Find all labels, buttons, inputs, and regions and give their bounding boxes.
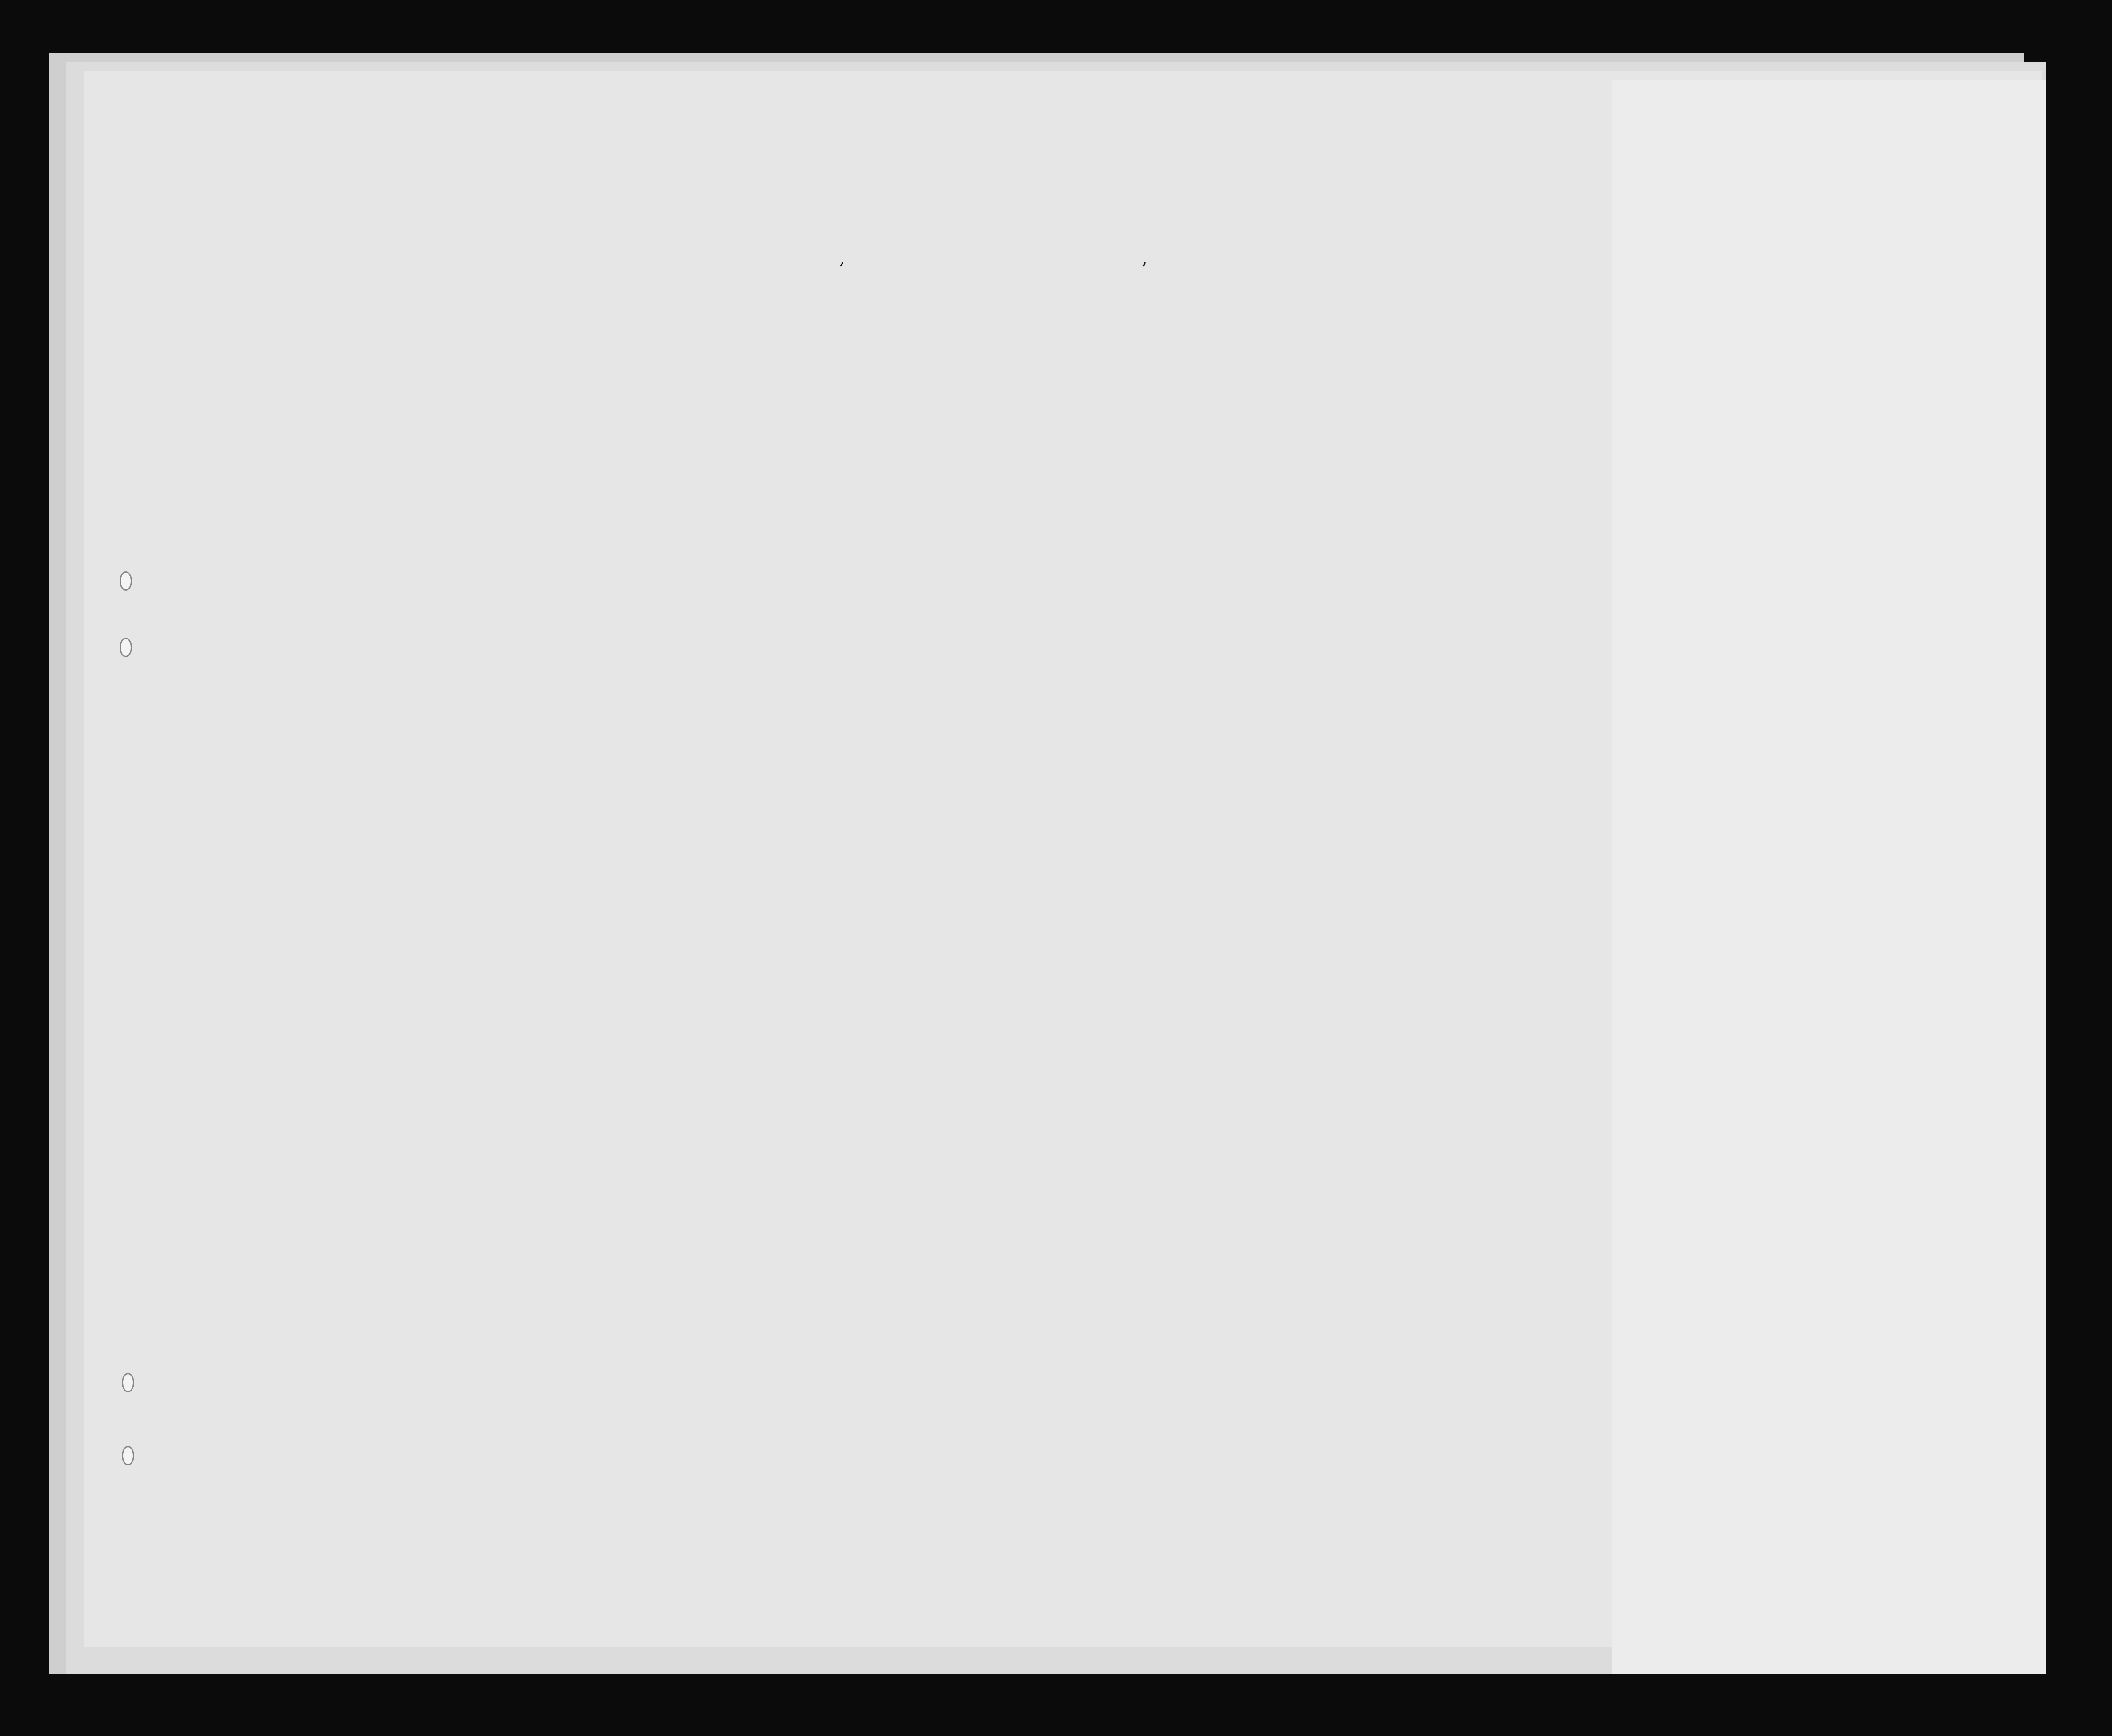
punch-hole [122,1446,134,1465]
punch-hole [120,638,132,657]
attached-visa-strip [1612,80,2046,1674]
separator: , [839,248,845,268]
punch-hole [120,571,132,591]
separator: , [1142,248,1148,268]
punch-hole [122,1373,134,1392]
